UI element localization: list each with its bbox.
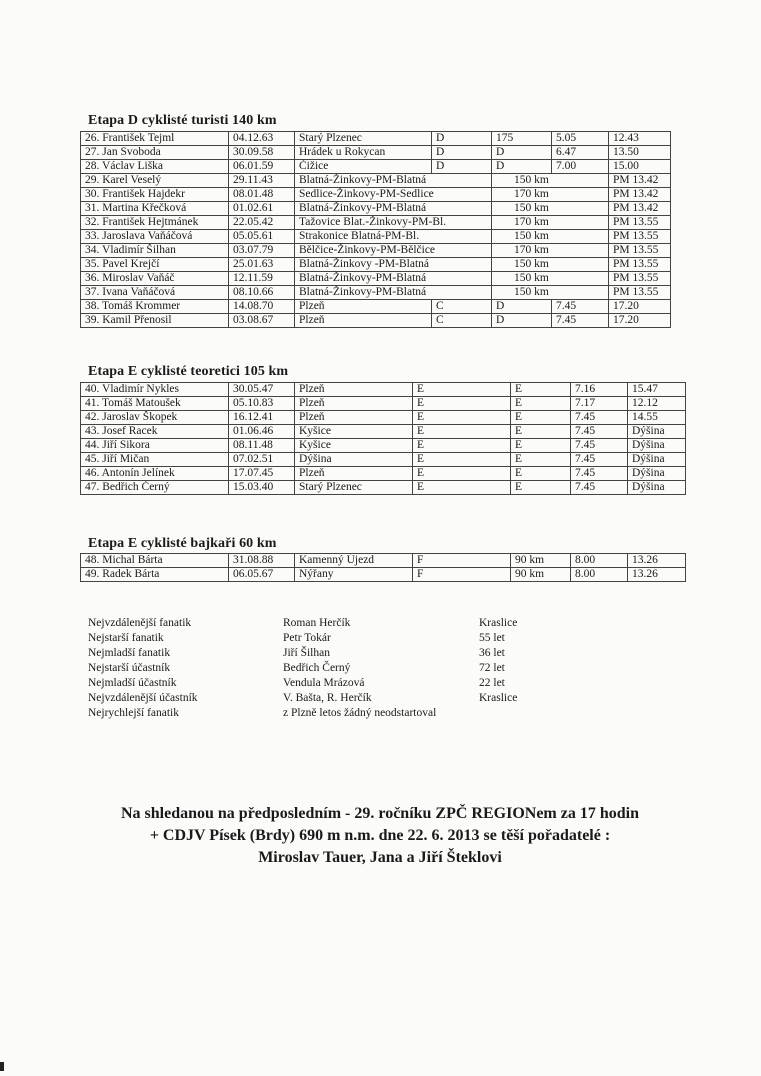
table-row — [81, 439, 686, 453]
table-row — [81, 554, 686, 568]
table-cell: 31. Martina Křečková — [81, 202, 229, 216]
table-cell: Blatná-Žinkovy-PM-Blatná — [295, 286, 492, 300]
table-cell: 17.20 — [609, 300, 671, 314]
table-cell: Kyšice — [295, 439, 413, 453]
table-cell: 14.55 — [628, 411, 686, 425]
table-cell: 05.10.83 — [229, 397, 295, 411]
table-cell: 48. Michal Bárta — [81, 554, 229, 568]
table-cell: 34. Vladimír Šilhan — [81, 244, 229, 258]
table-cell: Dýšina — [628, 453, 686, 467]
table-cell: 7.16 — [571, 383, 628, 397]
table-cell: 25.01.63 — [229, 258, 295, 272]
table-cell: 90 km — [511, 568, 571, 582]
record-value: Kraslice — [479, 692, 518, 704]
table-cell: E — [413, 481, 511, 495]
section-title: Etapa E cyklisté bajkaři 60 km — [88, 536, 277, 551]
table-cell: 07.02.51 — [229, 453, 295, 467]
table-cell: 150 km — [492, 286, 609, 300]
table-cell: 35. Pavel Krejčí — [81, 258, 229, 272]
table-row — [81, 425, 686, 439]
table-cell: 03.07.79 — [229, 244, 295, 258]
table-cell: 12.11.59 — [229, 272, 295, 286]
table-cell: Strakonice Blatná-PM-Bl. — [295, 230, 492, 244]
table-row — [81, 160, 671, 174]
table-cell: Plzeň — [295, 467, 413, 481]
closing-line: + CDJV Písek (Brdy) 690 m n.m. dne 22. 6. 2013 se těší pořadatelé : — [149, 827, 611, 844]
table-cell: 150 km — [492, 258, 609, 272]
table-row — [81, 188, 671, 202]
record-label: Nejstarší účastník — [88, 662, 171, 674]
table-cell: 7.45 — [552, 300, 609, 314]
table-cell: 8.00 — [571, 554, 628, 568]
table-cell: E — [413, 425, 511, 439]
table-cell: 8.00 — [571, 568, 628, 582]
record-holder: Jiří Šilhan — [283, 647, 330, 659]
table-row — [81, 300, 671, 314]
table-cell: 26. František Tejml — [81, 132, 229, 146]
table-cell: Blatná-Žinkovy-PM-Blatná — [295, 202, 492, 216]
table-cell: C — [432, 314, 492, 328]
table-cell: 170 km — [492, 244, 609, 258]
table-cell: Hrádek u Rokycan — [295, 146, 432, 160]
table-cell: 170 km — [492, 216, 609, 230]
table-cell: Dýšina — [628, 481, 686, 495]
table-cell: 7.45 — [571, 411, 628, 425]
table-row — [81, 314, 671, 328]
record-label: Nejvzdálenější účastník — [88, 692, 198, 704]
table-cell: 12.43 — [609, 132, 671, 146]
table-cell: 7.45 — [571, 439, 628, 453]
table-cell: 29. Karel Veselý — [81, 174, 229, 188]
table-cell: 15.47 — [628, 383, 686, 397]
results-table — [80, 382, 686, 495]
table-row — [81, 146, 671, 160]
table-cell: D — [492, 314, 552, 328]
table-cell: E — [413, 411, 511, 425]
table-cell: 7.00 — [552, 160, 609, 174]
table-cell: 08.10.66 — [229, 286, 295, 300]
table-cell: PM 13.42 — [609, 174, 671, 188]
table-cell: 31.08.88 — [229, 554, 295, 568]
table-cell: 27. Jan Svoboda — [81, 146, 229, 160]
table-cell: 06.01.59 — [229, 160, 295, 174]
table-cell: 7.45 — [571, 453, 628, 467]
table-cell: 150 km — [492, 230, 609, 244]
table-cell: Plzeň — [295, 397, 413, 411]
table-cell: 30.09.58 — [229, 146, 295, 160]
table-cell: 17.20 — [609, 314, 671, 328]
table-cell: 17.07.45 — [229, 467, 295, 481]
table-row — [81, 383, 686, 397]
table-cell: 32. František Hejtmánek — [81, 216, 229, 230]
table-row — [81, 286, 671, 300]
table-cell: Plzeň — [295, 314, 432, 328]
record-holder: Roman Herčík — [283, 617, 351, 629]
table-row — [81, 453, 686, 467]
table-cell: 150 km — [492, 202, 609, 216]
table-row — [81, 481, 686, 495]
record-holder: Vendula Mrázová — [283, 677, 365, 689]
table-cell: 01.06.46 — [229, 425, 295, 439]
table-cell: 14.08.70 — [229, 300, 295, 314]
table-cell: 06.05.67 — [229, 568, 295, 582]
table-row — [81, 132, 671, 146]
table-cell: Nýřany — [295, 568, 413, 582]
table-cell: 44. Jiří Sikora — [81, 439, 229, 453]
table-cell: 175 — [492, 132, 552, 146]
table-cell: Blatná-Žinkovy -PM-Blatná — [295, 258, 492, 272]
table-cell: E — [413, 467, 511, 481]
table-cell: Tažovice Blat.-Žinkovy-PM-Bl. — [295, 216, 492, 230]
table-cell: 49. Radek Bárta — [81, 568, 229, 582]
table-cell: E — [511, 383, 571, 397]
table-cell: 7.45 — [571, 425, 628, 439]
table-cell: 7.45 — [571, 467, 628, 481]
table-cell: 13.26 — [628, 554, 686, 568]
table-cell: Blatná-Žinkovy-PM-Blatná — [295, 174, 492, 188]
table-cell: F — [413, 554, 511, 568]
table-row — [81, 258, 671, 272]
table-row — [81, 230, 671, 244]
table-cell: Bělčice-Žinkovy-PM-Bělčice — [295, 244, 492, 258]
record-value: 55 let — [479, 632, 505, 644]
table-cell: 29.11.43 — [229, 174, 295, 188]
table-cell: Dýšina — [628, 467, 686, 481]
table-cell: 41. Tomáš Matoušek — [81, 397, 229, 411]
record-holder: V. Bašta, R. Herčík — [283, 692, 372, 704]
table-row — [81, 216, 671, 230]
table-cell: 03.08.67 — [229, 314, 295, 328]
table-row — [81, 174, 671, 188]
table-cell: 30.05.47 — [229, 383, 295, 397]
record-value: 22 let — [479, 677, 505, 689]
record-label: Nejstarší fanatik — [88, 632, 164, 644]
table-cell: 15.00 — [609, 160, 671, 174]
table-row — [81, 272, 671, 286]
table-cell: 15.03.40 — [229, 481, 295, 495]
table-cell: 28. Václav Liška — [81, 160, 229, 174]
table-cell: 08.01.48 — [229, 188, 295, 202]
table-cell: PM 13.55 — [609, 216, 671, 230]
table-cell: PM 13.42 — [609, 202, 671, 216]
table-cell: 150 km — [492, 272, 609, 286]
table-cell: Plzeň — [295, 411, 413, 425]
table-cell: 04.12.63 — [229, 132, 295, 146]
table-cell: 45. Jiří Mičan — [81, 453, 229, 467]
table-cell: E — [413, 383, 511, 397]
table-row — [81, 244, 671, 258]
table-cell: 7.45 — [571, 481, 628, 495]
table-cell: Kamenný Újezd — [295, 554, 413, 568]
table-cell: 40. Vladimír Nykles — [81, 383, 229, 397]
table-cell: Starý Plzenec — [295, 132, 432, 146]
table-cell: 7.45 — [552, 314, 609, 328]
table-cell: Blatná-Žinkovy-PM-Blatná — [295, 272, 492, 286]
table-cell: 12.12 — [628, 397, 686, 411]
table-cell: 42. Jaroslav Škopek — [81, 411, 229, 425]
closing-line: Miroslav Tauer, Jana a Jiří Šteklovi — [258, 849, 502, 866]
table-cell: 43. Josef Racek — [81, 425, 229, 439]
scan-mark — [0, 1062, 4, 1071]
table-cell: 90 km — [511, 554, 571, 568]
table-cell: Plzeň — [295, 300, 432, 314]
table-cell: E — [413, 397, 511, 411]
table-cell: E — [511, 411, 571, 425]
table-cell: E — [413, 439, 511, 453]
table-cell: Dýšina — [628, 425, 686, 439]
table-cell: 22.05.42 — [229, 216, 295, 230]
table-cell: 39. Kamil Přenosil — [81, 314, 229, 328]
record-value: 72 let — [479, 662, 505, 674]
table-cell: D — [432, 146, 492, 160]
table-cell: D — [492, 300, 552, 314]
table-row — [81, 397, 686, 411]
table-cell: Starý Plzenec — [295, 481, 413, 495]
table-row — [81, 568, 686, 582]
table-cell: 7.17 — [571, 397, 628, 411]
record-label: Nejmladší účastník — [88, 677, 177, 689]
table-cell: D — [432, 132, 492, 146]
table-cell: 5.05 — [552, 132, 609, 146]
table-cell: Dýšina — [295, 453, 413, 467]
record-holder: Petr Tokár — [283, 632, 331, 644]
table-cell: E — [511, 467, 571, 481]
table-cell: 13.50 — [609, 146, 671, 160]
closing-note — [60, 803, 700, 869]
table-cell: F — [413, 568, 511, 582]
table-cell: 6.47 — [552, 146, 609, 160]
section-title: Etapa E cyklisté teoretici 105 km — [88, 364, 289, 379]
table-row — [81, 411, 686, 425]
table-cell: C — [432, 300, 492, 314]
table-cell: Kyšice — [295, 425, 413, 439]
record-holder: Bedřich Černý — [283, 662, 351, 674]
table-row — [81, 467, 686, 481]
section-title: Etapa D cyklisté turisti 140 km — [88, 113, 277, 128]
table-cell: E — [413, 453, 511, 467]
record-value: 36 let — [479, 647, 505, 659]
record-label: Nejmladší fanatik — [88, 647, 171, 659]
table-cell: Čižice — [295, 160, 432, 174]
table-cell: 30. František Hajdekr — [81, 188, 229, 202]
table-cell: 33. Jaroslava Vaňáčová — [81, 230, 229, 244]
table-cell: 37. Ivana Vaňáčová — [81, 286, 229, 300]
table-cell: E — [511, 453, 571, 467]
table-cell: D — [432, 160, 492, 174]
results-table — [80, 131, 671, 328]
results-table — [80, 553, 686, 582]
table-cell: PM 13.55 — [609, 272, 671, 286]
table-cell: 46. Antonín Jelínek — [81, 467, 229, 481]
record-holder: z Plzně letos žádný neodstartoval — [283, 707, 437, 719]
table-cell: 38. Tomáš Krommer — [81, 300, 229, 314]
table-cell: Plzeň — [295, 383, 413, 397]
table-cell: 01.02.61 — [229, 202, 295, 216]
table-cell: 47. Bedřich Černý — [81, 481, 229, 495]
table-cell: E — [511, 481, 571, 495]
table-cell: D — [492, 146, 552, 160]
table-cell: 08.11.48 — [229, 439, 295, 453]
table-cell: PM 13.55 — [609, 286, 671, 300]
table-cell: E — [511, 425, 571, 439]
table-cell: PM 13.55 — [609, 244, 671, 258]
table-cell: 36. Miroslav Vaňáč — [81, 272, 229, 286]
record-label: Nejvzdálenější fanatik — [88, 617, 192, 629]
table-cell: 150 km — [492, 174, 609, 188]
closing-line: Na shledanou na předposledním - 29. ročníku ZPČ REGIONem za 17 hodin — [120, 805, 639, 822]
table-cell: 05.05.61 — [229, 230, 295, 244]
table-cell: PM 13.55 — [609, 230, 671, 244]
table-cell: Sedlice-Žinkovy-PM-Sedlice — [295, 188, 492, 202]
table-cell: E — [511, 397, 571, 411]
table-cell: Dýšina — [628, 439, 686, 453]
table-cell: PM 13.55 — [609, 258, 671, 272]
table-cell: 13.26 — [628, 568, 686, 582]
table-cell: 16.12.41 — [229, 411, 295, 425]
table-cell: E — [511, 439, 571, 453]
record-value: Kraslice — [479, 617, 518, 629]
table-cell: PM 13.42 — [609, 188, 671, 202]
record-label: Nejrychlejší fanatik — [88, 707, 180, 719]
table-cell: 170 km — [492, 188, 609, 202]
table-cell: D — [492, 160, 552, 174]
table-row — [81, 202, 671, 216]
